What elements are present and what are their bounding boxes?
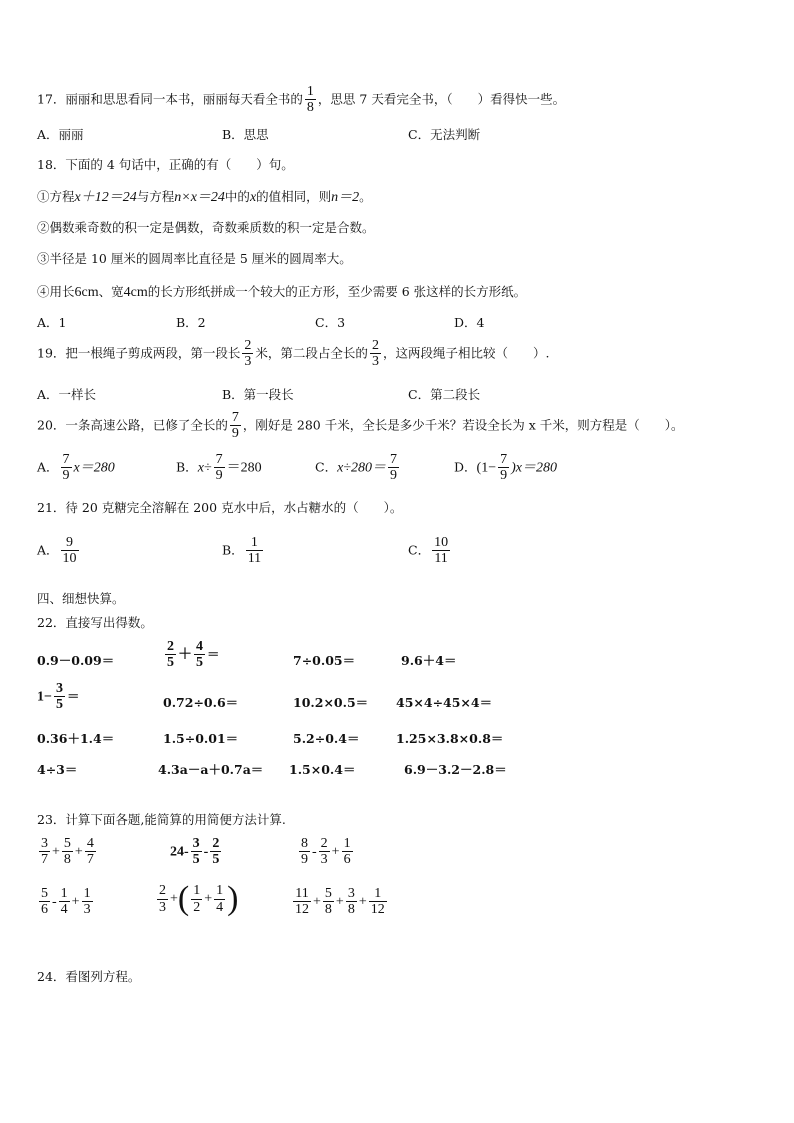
q17-fraction: $\frac{1}{8}$ [306, 84, 314, 116]
q18-option-b: B．2 [176, 315, 206, 330]
q21-option-b: B． $\frac{1}{11}$ [222, 535, 262, 567]
q18-option-c: C．3 [315, 315, 346, 330]
q20-stem: 20．一条高速公路，已修了全长的 $\frac{7}{9}$ ，刚好是 280 千米，全长是多少千米？若设全长为 x 千米，则方程是（ ）。 [37, 410, 684, 442]
q22-item: 0.36＋1.4＝ [37, 731, 115, 746]
q22-item-fraction-sum: $\frac{2}{5}$ ＋ $\frac{4}{5}$ ＝ [167, 639, 220, 671]
q23-stem: 23．计算下面各题,能简算的用简便方法计算. [37, 812, 286, 827]
q22-item: 6.9－3.2－2.8＝ [404, 762, 507, 777]
q17-option-b: B．思思 [222, 127, 269, 142]
q17-stem [37, 84, 565, 116]
q20-option-c: C．x÷280＝ $\frac{7}{9}$ [315, 452, 397, 484]
q19-option-a: A．一样长 [37, 387, 97, 402]
q22-item: 4.3a－a＋0.7a＝ [158, 762, 264, 777]
q23-expression-5: $\frac{2}{3}$ +( $\frac{1}{2}$ + $\frac{1}{4}$ ) [159, 880, 239, 917]
q19-fraction-1: $\frac{2}{3}$ [244, 338, 252, 370]
q23-expression-3: $\frac{8}{9}$ - $\frac{2}{3}$ + $\frac{1}{6}$ [301, 836, 351, 868]
q20-option-b: B．x÷ $\frac{7}{9}$ ＝280 [176, 452, 262, 484]
q19-option-c: C．第二段长 [408, 387, 481, 402]
q22-item: 5.2÷0.4＝ [293, 731, 360, 746]
q22-item: 9.6＋4＝ [401, 653, 457, 668]
q21-option-a: A． $\frac{9}{10}$ [37, 535, 77, 567]
q18-equation-1: x＋12＝24 [74, 190, 137, 205]
q23-expression-4: $\frac{5}{6}$ - $\frac{1}{4}$ + $\frac{1}{3}$ [41, 886, 91, 918]
q18-equation-2: n×x＝24 [174, 190, 225, 205]
q19-fraction-2: $\frac{2}{3}$ [371, 338, 379, 370]
q21-option-c: C． $\frac{10}{11}$ [408, 535, 449, 567]
q17-option-c: C．无法判断 [408, 127, 481, 142]
q22-item-fraction-diff: 1− $\frac{3}{5}$ ＝ [37, 681, 80, 713]
q19-option-b: B．第一段长 [222, 387, 294, 402]
q22-item: 7÷0.05＝ [293, 653, 356, 668]
q20-option-d: D．(1− $\frac{7}{9}$ )x＝280 [454, 452, 557, 484]
q22-item: 1.25×3.8×0.8＝ [396, 731, 504, 746]
q18-statement-3: ③半径是 10 厘米的圆周率比直径是 5 厘米的圆周率大。 [37, 251, 352, 266]
q18-statement-1: ①方程x＋12＝24与方程n×x＝24中的x的值相同，则n＝2。 [37, 189, 372, 205]
q22-item: 10.2×0.5＝ [293, 695, 369, 710]
q17-stem-text-a: 17．丽丽和思思看同一本书，丽丽每天看全书的 [37, 91, 303, 107]
q24-stem: 24．看图列方程。 [37, 969, 141, 984]
q21-stem: 21．待 20 克糖完全溶解在 200 克水中后，水占糖水的（ ）。 [37, 500, 403, 515]
q18-stem: 18．下面的 4 句话中，正确的有（ ）句。 [37, 157, 294, 172]
q22-item: 45×4÷45×4＝ [396, 695, 493, 710]
q18-statement-2: ②偶数乘奇数的积一定是偶数，奇数乘质数的积一定是合数。 [37, 220, 375, 235]
q23-expression-1: $\frac{3}{7}$ + $\frac{5}{8}$ + $\frac{4}{7}$ [41, 836, 94, 868]
q22-item: 1.5÷0.01＝ [163, 731, 239, 746]
q18-option-d: D．4 [454, 315, 485, 330]
q20-option-a: A． $\frac{7}{9}$ x＝280 [37, 452, 115, 484]
q22-item: 1.5×0.4＝ [289, 762, 356, 777]
q22-stem: 22．直接写出得数。 [37, 615, 153, 630]
q18-option-a: A．1 [37, 315, 67, 330]
section-heading: 四、细想快算。 [37, 591, 125, 606]
q18-statement-4: ④用长6cm、宽4cm的长方形纸拼成一个较大的正方形，至少需要 6 张这样的长方形纸。 [37, 284, 527, 300]
q22-item: 0.9－0.09＝ [37, 653, 115, 668]
q23-expression-6: $\frac{11}{12}$ + $\frac{5}{8}$ + $\frac{3}{8}$ + $\frac{1}{12}$ [295, 886, 385, 918]
q22-item: 4÷3＝ [37, 762, 78, 777]
q20-fraction: $\frac{7}{9}$ [231, 410, 239, 442]
q17-option-a: A．丽丽 [37, 127, 84, 142]
q22-item: 0.72÷0.6＝ [163, 695, 239, 710]
q17-stem-text-b: ，思思 7 天看完全书，（ ）看得快一些。 [317, 91, 566, 107]
q23-expression-2: 24- $\frac{3}{5}$ - $\frac{2}{5}$ [170, 836, 220, 868]
q19-stem: 19．把一根绳子剪成两段，第一段长 $\frac{2}{3}$ 米，第二段占全长的 $\frac{2}{3}$ ，这两段绳子相比较（ ）. [37, 338, 550, 370]
